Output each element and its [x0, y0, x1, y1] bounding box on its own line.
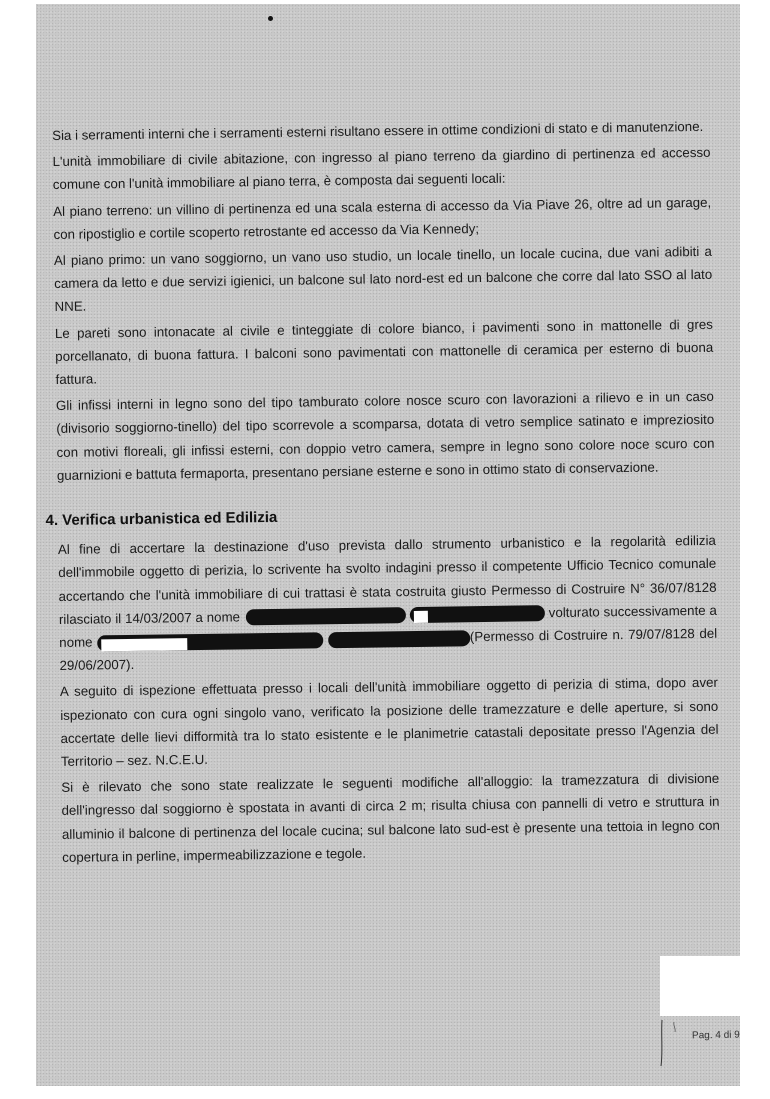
- redaction-bar: [328, 630, 470, 648]
- scanned-page: [36, 4, 740, 1086]
- paragraph-serramenti: Sia i serramenti interni che i serramenti esterni risultano essere in ottime condizioni di stato e di manutenzione.: [52, 118, 704, 143]
- paragraph-piano-terreno: Al piano terreno: un villino di pertinenza ed una scala esterna di accesso da Via Piave 26, oltre ad un garage, con ripostiglio e cortile scoperto retrostante ed accesso da Via Kennedy;: [53, 194, 712, 242]
- paragraph-modifiche: Si è rilevato che sono state realizzate le seguenti modifiche all'alloggio: la tramezzatura di divisione dell'ingresso dal soggiorno è spostata in avanti di circa 2 m; risulta chiusa con pannelli di vetro e struttura in alluminio il balcone di pertinenza del locale cucina; sul balcone lato sud-est è presente una tettoia in legno con copertura in perline, impermeabilizzazione e tegole.: [61, 771, 720, 865]
- redaction-white-patch: [414, 611, 428, 623]
- paragraph-pareti: Le pareti sono intonacate al civile e tinteggiate di colore bianco, i pavimenti sono in mattonelle di gres porcellanato, di buona fattura. I balconi sono pavimentati con mattonelle di ceramica per esterno di buona fattura.: [54, 316, 714, 388]
- paragraph-unita-immobiliare: L'unità immobiliare di civile abitazione, con ingresso al piano terreno da giardino di pertinenza ed accesso comune con l'unità immobiliare al piano terra, è composta dai seguenti locali:: [52, 145, 711, 193]
- verifica-intro-text: Al fine di accertare la destinazione d'uso prevista dallo strumento urbanistico e la regolarità edilizia dell'immobile oggetto di perizia, lo scrivente ha svolto indagini presso il competente Ufficio Tecnico comunale accertando che l'unità immobiliare di cui trattasi è stata costruita giusto Permesso di Costruire N° 36/07/8128 rilasciato il 14/03/2007 a nome: [57, 533, 717, 627]
- redaction-white-patch: [101, 638, 187, 651]
- document-body: [45, 115, 720, 872]
- redaction-bar: [97, 632, 323, 651]
- paragraph-infissi: Gli infissi interni in legno sono del tipo tamburato colore nosce scuro con lavorazioni a rilievo e in un caso (divisorio soggiorno-tinello) del tipo scorrevole a scomparsa, dotata di vetro semplice satinato e impreziosito con motivi floreali, gli infissi esterni, con doppio vetro camera, sempre in legno sono colore noce scuro con guarnizioni e battuta fermaporta, presentano persiane esterne e sono in ottimo stato di conservazione.: [55, 389, 715, 483]
- page-number: Pag. 4 di 9: [691, 1029, 740, 1042]
- redaction-bar: [246, 607, 406, 625]
- section-heading: 4. Verifica urbanistica ed Edilizia: [45, 508, 278, 530]
- scan-speck: [268, 16, 273, 21]
- paragraph-verifica: [58, 529, 718, 677]
- redacted-stamp-area: [660, 956, 740, 1016]
- paragraph-ispezione: A seguito di ispezione effettuata presso i locali dell'unità immobiliare oggetto di perizia di stima, dopo aver ispezionato con cura ogni singolo vano, verificato la posizione delle tramezzature e delle aperture, si sono accertate delle lievi difformità tra lo stato esistente e le planimetrie catastali depositate presso l'Agenzia del Territorio – sez. N.C.E.U.: [59, 675, 719, 770]
- paragraph-piano-primo: Al piano primo: un vano soggiorno, un vano uso studio, un locale tinello, un locale cucina, due vani adibiti a camera da letto e due servizi igienici, un balcone sul lato nord-est ed un balcone che corre dal lato SSO al lato NNE.: [53, 243, 713, 315]
- pen-mark: [658, 1018, 688, 1068]
- redaction-bar: [410, 606, 545, 624]
- verifica-mid-text: volturato successivamente a nome: [59, 602, 717, 651]
- verifica-permit-text: (Permesso di Costruire n. 79/07/8128 del 29/06/2007).: [59, 625, 718, 674]
